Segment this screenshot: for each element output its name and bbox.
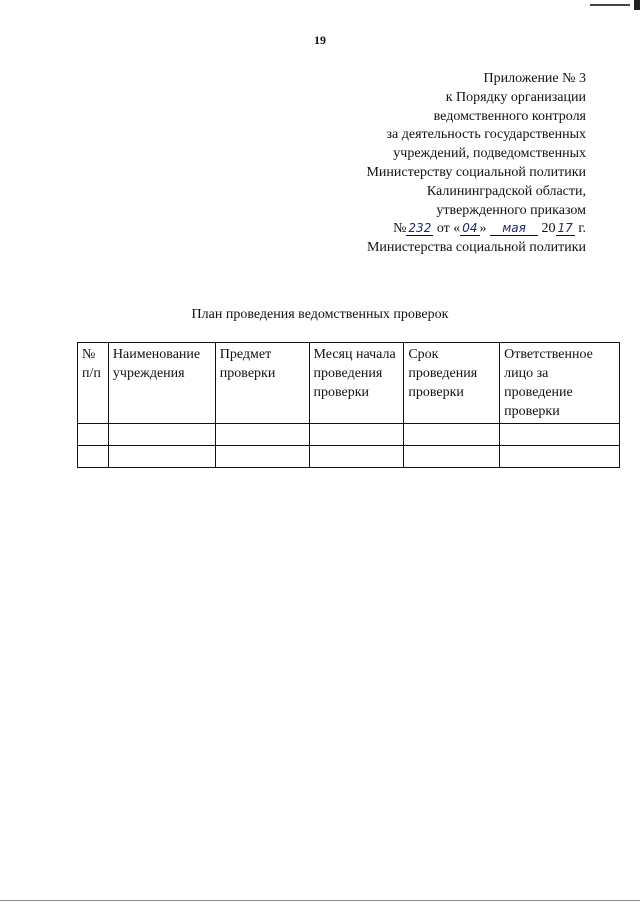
order-line — [266, 220, 586, 239]
table-cell — [500, 424, 620, 446]
table-cell — [215, 446, 309, 468]
appendix-line: ведомственного контроля — [433, 108, 586, 124]
scan-corner-mark — [634, 0, 640, 10]
appendix-line: за деятельность государственных — [386, 127, 586, 143]
header-duration: Срок проведения проверки — [404, 343, 500, 424]
table-cell — [309, 446, 404, 468]
appendix-line: учреждений, подведомственных — [393, 146, 586, 162]
order-number: 232 — [408, 221, 432, 236]
header-start-month: Месяц начала проведения проверки — [309, 343, 404, 424]
table-row — [78, 446, 620, 468]
header-responsible: Ответственное лицо за проведение проверки — [500, 343, 620, 424]
header-subject: Предмет проверки — [215, 343, 309, 424]
table-cell — [108, 424, 215, 446]
order-year-prefix: 20 — [541, 221, 556, 237]
order-from-label: от « — [436, 221, 461, 237]
order-day: 04 — [462, 221, 478, 236]
header-number: № п/п — [78, 343, 109, 424]
table-cell — [500, 446, 620, 468]
order-day-close: » — [479, 221, 487, 237]
appendix-line: Министерству социальной политики — [366, 164, 586, 180]
table-cell — [215, 424, 309, 446]
header-institution: Наименование учреждения — [108, 343, 215, 424]
page-number: 19 — [314, 33, 326, 47]
order-year: 17 — [557, 221, 573, 236]
inspection-plan-table — [77, 342, 620, 468]
table-cell — [309, 424, 404, 446]
document-title: План проведения ведомственных проверок — [191, 307, 449, 322]
order-month: мая — [490, 221, 538, 236]
appendix-last-line: Министерства социальной политики — [366, 240, 586, 256]
table-cell — [78, 446, 109, 468]
order-year-unit: г. — [578, 221, 586, 237]
table-cell — [404, 424, 500, 446]
scan-edge-mark — [590, 4, 630, 6]
table-cell — [108, 446, 215, 468]
appendix-block — [266, 70, 586, 258]
table-row — [78, 424, 620, 446]
scan-bottom-edge — [0, 900, 640, 901]
table-cell — [404, 446, 500, 468]
appendix-line: Приложение № 3 — [483, 71, 586, 86]
appendix-line: утвержденного приказом — [436, 202, 586, 218]
appendix-line: к Порядку организации — [445, 89, 586, 105]
order-number-prefix: № — [393, 221, 407, 237]
table-header-row — [78, 343, 620, 424]
appendix-line: Калининградской области, — [426, 183, 586, 199]
table-cell — [78, 424, 109, 446]
